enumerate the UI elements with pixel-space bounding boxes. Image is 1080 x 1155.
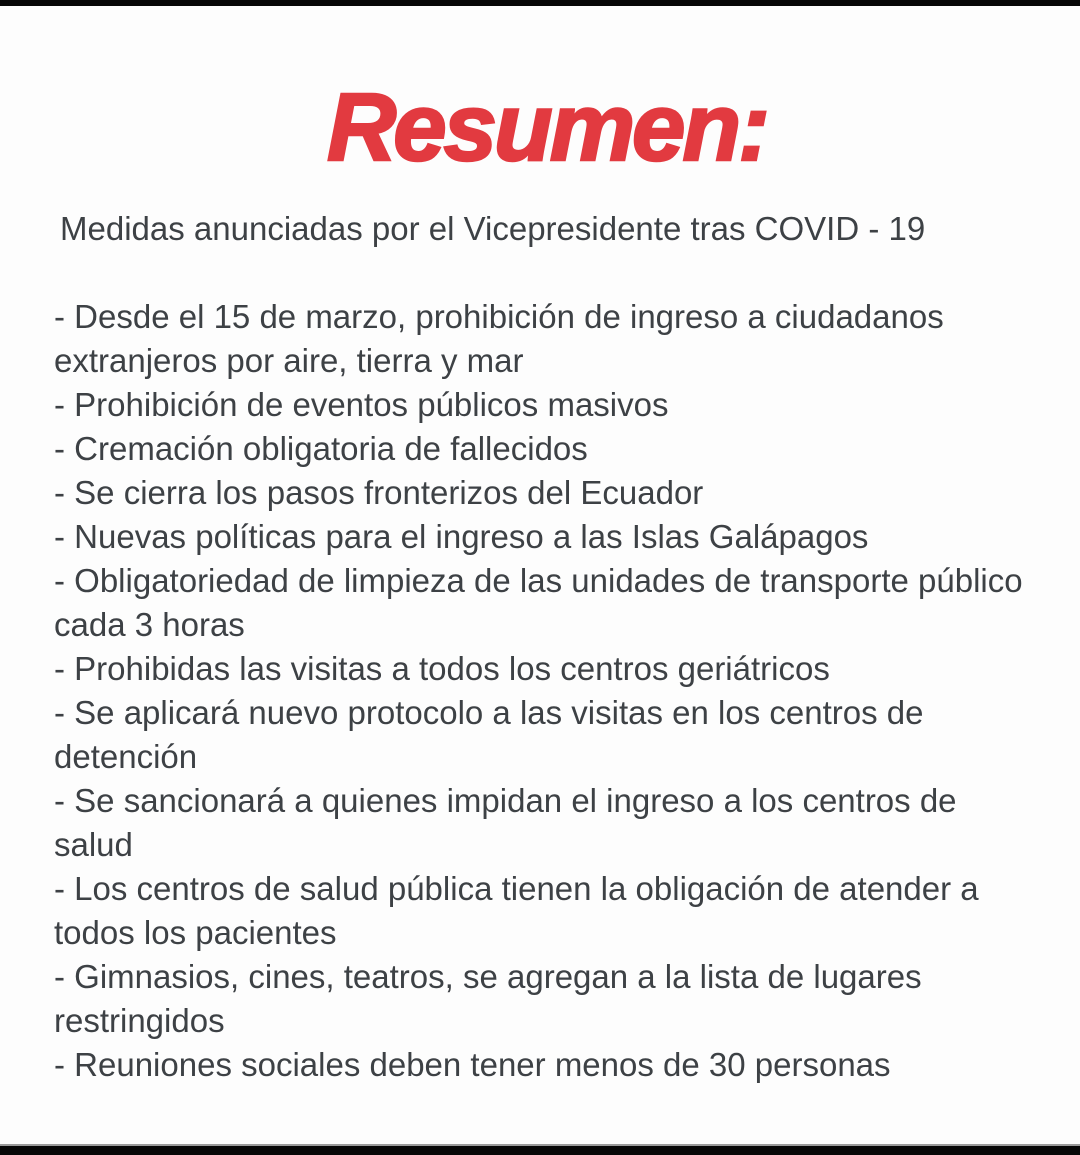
measure-item: - Se aplicará nuevo protocolo a las visitas en los centros de detención [54,693,924,775]
measure-item: - Prohibición de eventos públicos masivos [54,385,669,423]
measure-item: - Los centros de salud pública tienen la obligación de atender a todos los pacientes [54,869,979,951]
letterbox-bottom-bar [0,1144,1080,1155]
page-title: Resumen: [326,74,768,181]
summary-card [0,6,1080,1144]
measure-item: - Prohibidas las visitas a todos los centros geriátricos [54,649,830,687]
subtitle: Medidas anunciadas por el Vicepresidente tras COVID - 19 [60,209,926,247]
measure-item: - Reuniones sociales deben tener menos de 30 personas [54,1045,891,1083]
measure-item: - Se sancionará a quienes impidan el ingreso a los centros de salud [54,781,957,863]
measure-item: - Nuevas políticas para el ingreso a las Islas Galápagos [54,517,869,555]
measures-list [54,295,1034,1087]
measure-item: - Cremación obligatoria de fallecidos [54,429,588,467]
measure-item: - Obligatoriedad de limpieza de las unidades de transporte público cada 3 horas [54,561,1023,643]
measure-item: - Gimnasios, cines, teatros, se agregan a la lista de lugares restringidos [54,957,922,1039]
measure-item: - Se cierra los pasos fronterizos del Ecuador [54,473,704,511]
measure-item: - Desde el 15 de marzo, prohibición de ingreso a ciudadanos extranjeros por aire, tierra y mar [54,297,944,379]
